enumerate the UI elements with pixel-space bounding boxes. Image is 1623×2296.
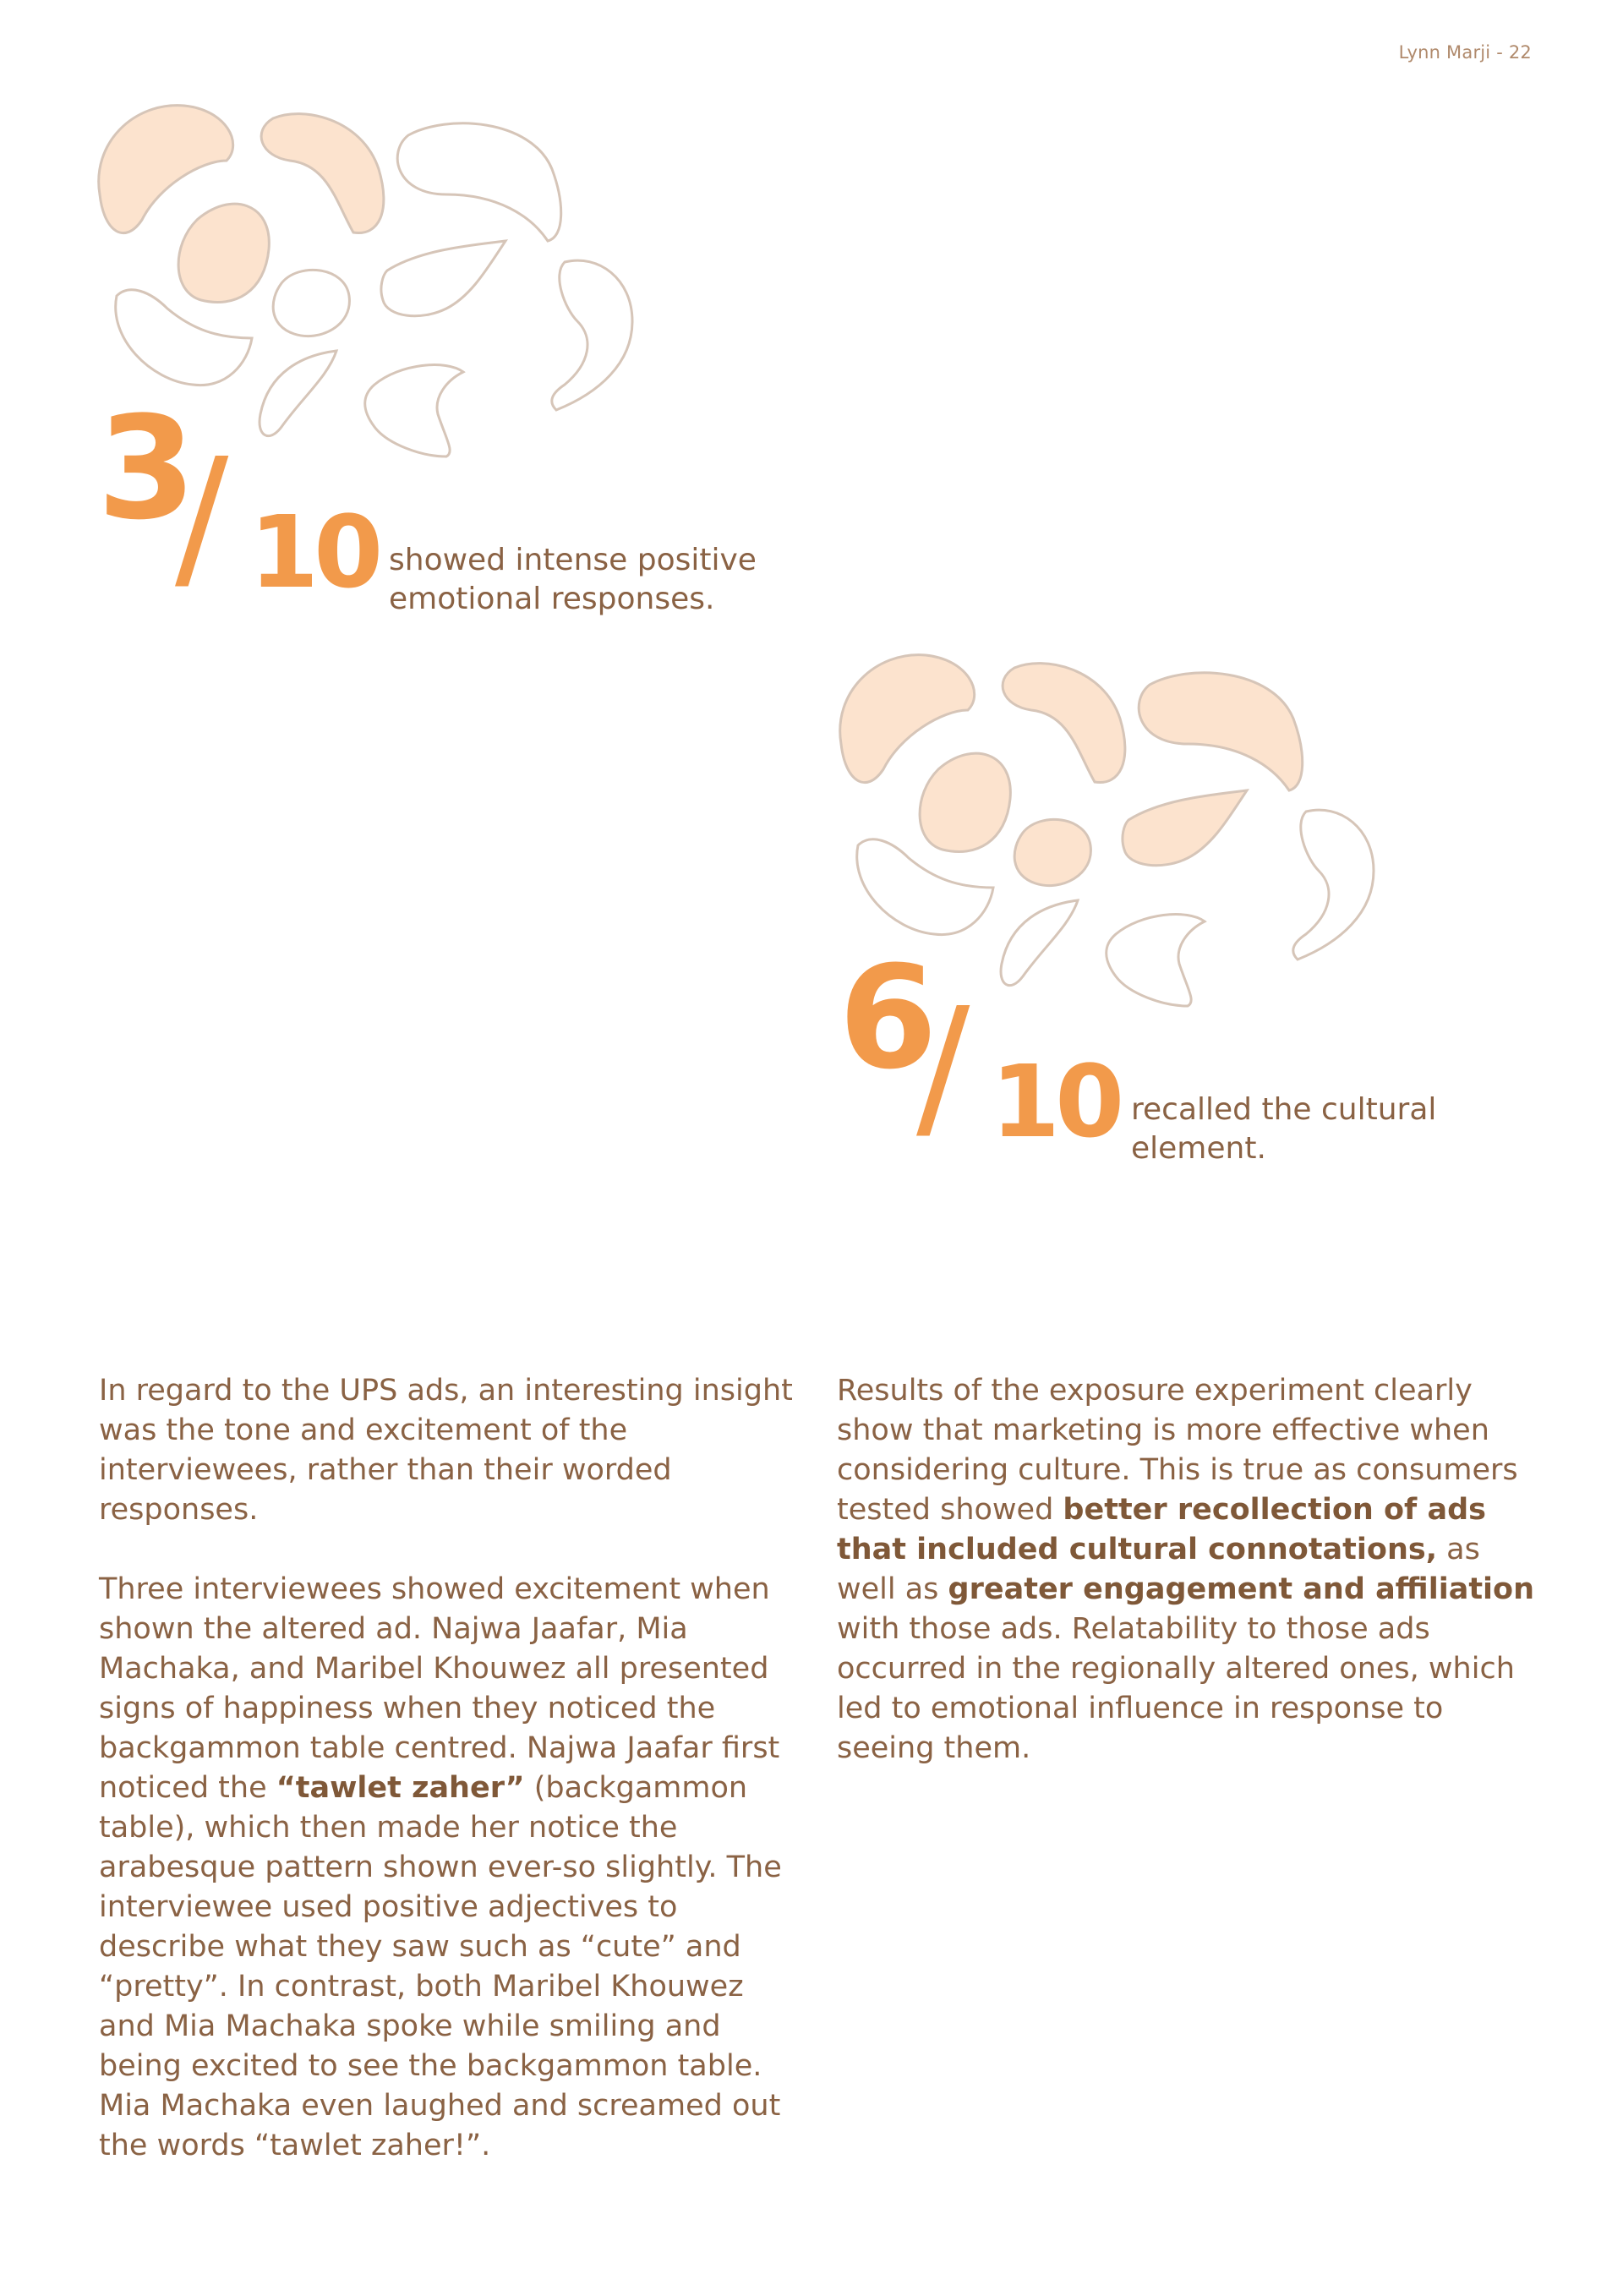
emphasis-text: greater engagement and affiliation [948,1572,1535,1606]
paragraph: In regard to the UPS ads, an interesting insight was the tone and excitement of the interviewees, rather than their worded responses. [99,1374,793,1527]
blob-shape [1003,664,1125,783]
left-column-text [99,1371,801,2166]
paragraph-text: with those ads. Relatability to those ads occurred in the regionally altered ones, which led to emotional influence in response to seeing them. [837,1612,1515,1765]
blob-shape [1293,810,1374,959]
blob-shape [397,123,560,241]
stat-denominator: 10 [249,494,379,610]
paragraph-text: as well as [837,1533,1480,1606]
stat-caption-line: showed intense positive [389,543,757,577]
stat-slash: / [916,974,970,1159]
blob-shape [178,204,269,302]
emphasis-text: “tawlet zaher” [276,1771,525,1805]
blob-shape [1014,819,1090,885]
paragraph-text: Results of the exposure experiment clearly show that marketing is more effective when considering culture. This is true as consumers tested showed [837,1374,1518,1527]
paragraph-text: Three interviewees showed excitement when shown the altered ad. Najwa Jaafar, Mia Machaka, and Maribel Khouwez all presented signs of happiness when they noticed the backgammon table centred. Najwa Jaafar first noticed the [99,1572,780,1805]
blob-shape [920,753,1010,851]
stat-caption-2 [1131,1091,1623,1168]
paragraph [837,1371,1538,1768]
right-column-text [837,1371,1538,1768]
stat-caption-line: recalled the cultural [1131,1092,1437,1127]
stat-slash: / [175,424,229,610]
blob-shape [552,260,632,410]
paragraph [99,1570,801,2166]
paragraph-text: (backgammon table), which then made her notice the arabesque pattern shown ever-so slightly. The interviewee used positive adjectives to describe what they saw such as “cute” and “pretty”. In contrast, both Maribel Khouwez and Mia Machaka spoke while smiling and being excited to see the backgammon table. Mia Machaka even laughed and screamed out the words “tawlet zaher!”. [99,1771,782,2162]
blob-shape [1123,790,1247,866]
emphasis-text: better recollection of ads that included cultural connotations, [837,1493,1486,1566]
stat-denominator: 10 [991,1043,1120,1160]
blob-shape [261,114,384,233]
blob-shape [381,241,505,316]
stat-numerator: 6 [839,935,932,1101]
stat-fraction-2 [839,935,1126,1167]
blob-shape [116,290,252,385]
stat-fraction-1 [97,385,385,617]
stat-caption-line: element. [1131,1131,1266,1166]
stat-caption-1 [389,541,896,619]
blob-shape [857,839,993,935]
blob-shape [1139,673,1302,790]
page-number: Lynn Marji - 22 [1398,42,1532,63]
stat-numerator: 3 [97,385,191,551]
blob-shape [273,270,349,336]
stat-caption-line: emotional responses. [389,582,715,616]
